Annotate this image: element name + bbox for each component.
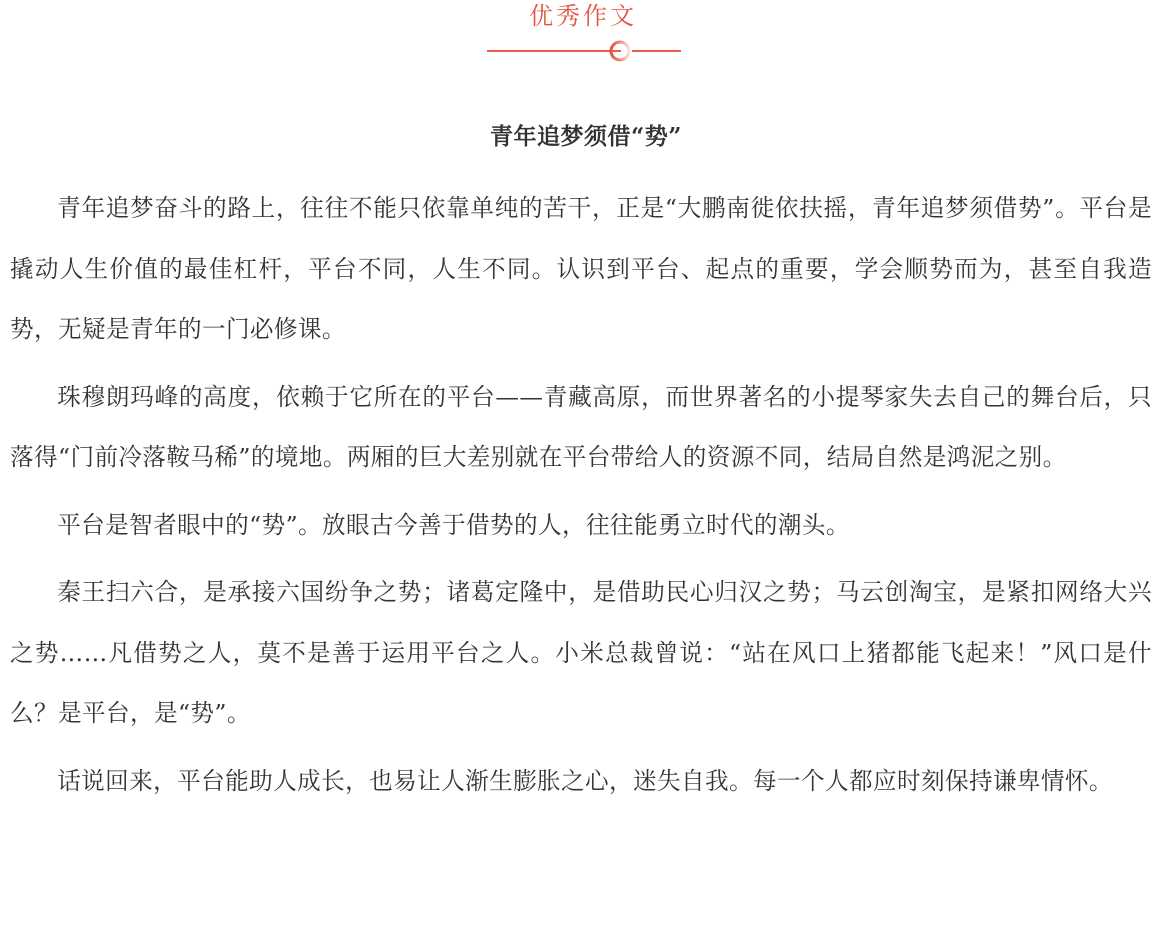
article-title: 青年追梦须借“势” [490,123,682,150]
circle-ornament-icon [487,40,681,62]
paragraph: 话说回来，平台能助人成长，也易让人渐生膨胀之心，迷失自我。每一个人都应时刻保持谦卑情怀。 [57,766,1113,795]
section-header [0,0,1158,70]
article-body [10,178,1152,818]
paragraph: 平台是智者眼中的“势”。放眼古今善于借势的人，往往能勇立时代的潮头。 [57,510,850,539]
section-label: 优秀作文 [529,2,637,30]
paragraph: 秦王扫六合，是承接六国纷争之势；诸葛定隆中，是借助民心归汉之势；马云创淘宝，是紧扣网络大兴之势……凡借势之人，莫不是善于运用平台之人。小米总裁曾说：“站在风口上猪都能飞起来！”风口是什么？是平台，是“势”。 [10,578,1152,727]
paragraph: 珠穆朗玛峰的高度，依赖于它所在的平台——青藏高原，而世界著名的小提琴家失去自己的舞台后，只落得“门前冷落鞍马稀”的境地。两厢的巨大差别就在平台带给人的资源不同，结局自然是鸿泥之别。 [10,382,1152,471]
paragraph: 青年追梦奋斗的路上，往往不能只依靠单纯的苦干，正是“大鹏南徙依扶摇，青年追梦须借势”。平台是撬动人生价值的最佳杠杆，平台不同，人生不同。认识到平台、起点的重要，学会顺势而为，甚至自我造势，无疑是青年的一门必修课。 [10,194,1152,343]
